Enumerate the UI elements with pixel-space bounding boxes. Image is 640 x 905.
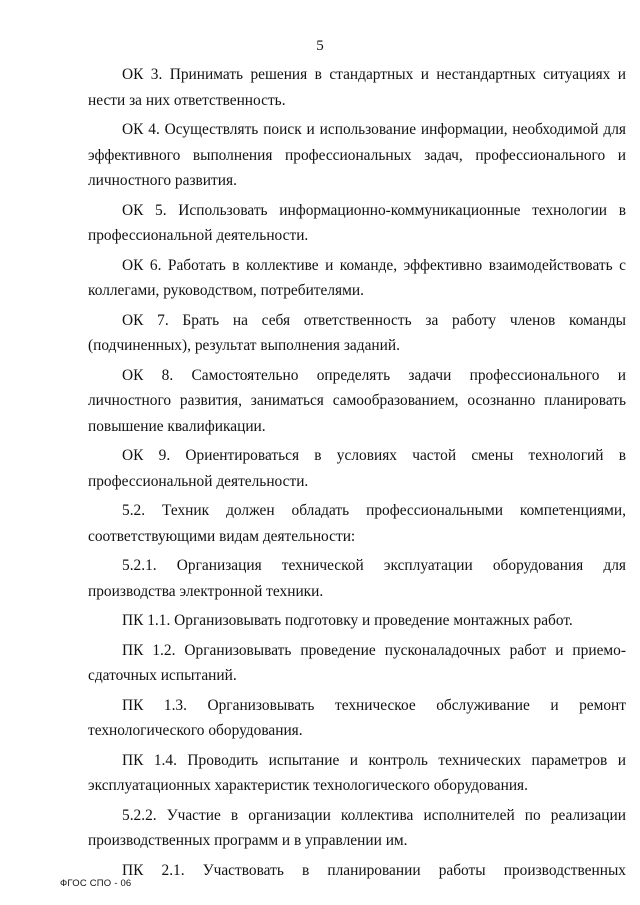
- paragraph-pk1-4: ПК 1.4. Проводить испытание и контроль технических параметров и эксплуатационных характеристик технологического оборудования.: [88, 751, 626, 794]
- paragraph-pk2-1: ПК 2.1. Участвовать в планировании работы производственных: [122, 861, 626, 879]
- paragraph-ok7: ОК 7. Брать на себя ответственность за работу членов команды (подчиненных), результат выполнения заданий.: [88, 311, 626, 354]
- paragraph-ok9: ОК 9. Ориентироваться в условиях частой смены технологий в профессиональной деятельности.: [88, 447, 626, 490]
- page-number: 5: [316, 38, 324, 54]
- paragraph-ok8: ОК 8. Самостоятельно определять задачи профессионального и личностного развития, заниматься самообразованием, осознанно планировать повышение квалификации.: [88, 366, 626, 435]
- paragraph-pk1-2: ПК 1.2. Организовывать проведение пусконаладочных работ и приемо-сдаточных испытаний.: [88, 641, 626, 684]
- paragraph-pk1-1: ПК 1.1. Организовывать подготовку и проведение монтажных работ.: [122, 612, 573, 629]
- paragraph-5-2-1: 5.2.1. Организация технической эксплуатации оборудования для производства электронной техники.: [88, 557, 626, 600]
- footer-code: ФГОС СПО - 06: [60, 878, 132, 889]
- paragraph-ok6: ОК 6. Работать в коллективе и команде, эффективно взаимодействовать с коллегами, руководством, потребителями.: [88, 256, 626, 299]
- paragraph-5-2-2: 5.2.2. Участие в организации коллектива исполнителей по реализации производственных программ и в управлении им.: [88, 806, 626, 849]
- paragraph-ok3: ОК 3. Принимать решения в стандартных и нестандартных ситуациях и нести за них ответственность.: [88, 66, 626, 109]
- document-body: [88, 62, 626, 883]
- paragraph-5-2: 5.2. Техник должен обладать профессиональными компетенциями, соответствующими видам деятельности:: [88, 502, 626, 545]
- paragraph-ok5: ОК 5. Использовать информационно-коммуникационные технологии в профессиональной деятельности.: [88, 201, 626, 244]
- paragraph-ok4: ОК 4. Осуществлять поиск и использование информации, необходимой для эффективного выполнения профессиональных задач, профессионального и личностного развития.: [88, 121, 626, 189]
- paragraph-pk1-3: ПК 1.3. Организовывать техническое обслуживание и ремонт технологического оборудования.: [88, 696, 626, 739]
